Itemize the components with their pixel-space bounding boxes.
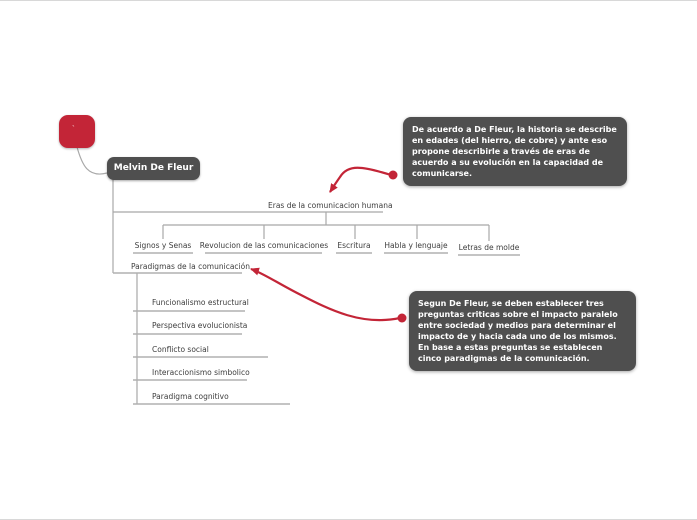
arrow-curve [251,269,400,320]
note-callout-paradigmas[interactable]: Segun De Fleur, se deben establecer tres preguntas criticas sobre el impacto paralelo entre sociedad y medios para determinar el impacto de y hacia cada uno de los mismos. En base a estas preguntas se establecen cinco paradigmas de la comunicación. [409,291,636,371]
topic-paradigma-cognitivo[interactable]: Paradigma cognitivo [152,392,229,401]
topic-escritura[interactable]: Escritura [337,241,371,250]
root-topic[interactable]: Melvin De Fleur [107,157,200,180]
relationship-arrow-paradigmas[interactable] [251,269,407,323]
topic-conflicto-social[interactable]: Conflicto social [152,345,209,354]
floating-topic-box[interactable] [59,115,95,148]
topic-interaccionismo-simbolico[interactable]: Interaccionismo simbolico [152,368,250,377]
floating-topic-mark-icon: ` [72,125,76,133]
topic-perspectiva-evolucionista[interactable]: Perspectiva evolucionista [152,321,248,330]
relationship-arrow-eras[interactable] [330,168,398,192]
note-callout-eras[interactable]: De acuerdo a De Fleur, la historia se describe en edades (del hierro, de cobre) y ante eso propone describirle a través de eras de acuerdo a su evolución en la capacidad de comunicarse. [403,117,627,186]
connector-lines-layer [0,1,697,520]
topic-paradigmas[interactable]: Paradigmas de la comunicación [131,262,250,271]
topic-letras-de-molde[interactable]: Letras de molde [458,243,520,252]
topic-habla-y-lenguaje[interactable]: Habla y lenguaje [384,241,448,250]
topic-funcionalismo-estructural[interactable]: Funcionalismo estructural [152,298,249,307]
topic-revolucion-comunicaciones[interactable]: Revolucion de las comunicaciones [199,241,329,250]
floating-topic-connector [77,147,107,174]
arrow-curve [330,168,391,192]
relationship-arrows-layer [0,1,697,520]
topic-signos-y-senas[interactable]: Signos y Senas [134,241,192,250]
topic-eras[interactable]: Eras de la comunicacion humana [268,201,393,210]
